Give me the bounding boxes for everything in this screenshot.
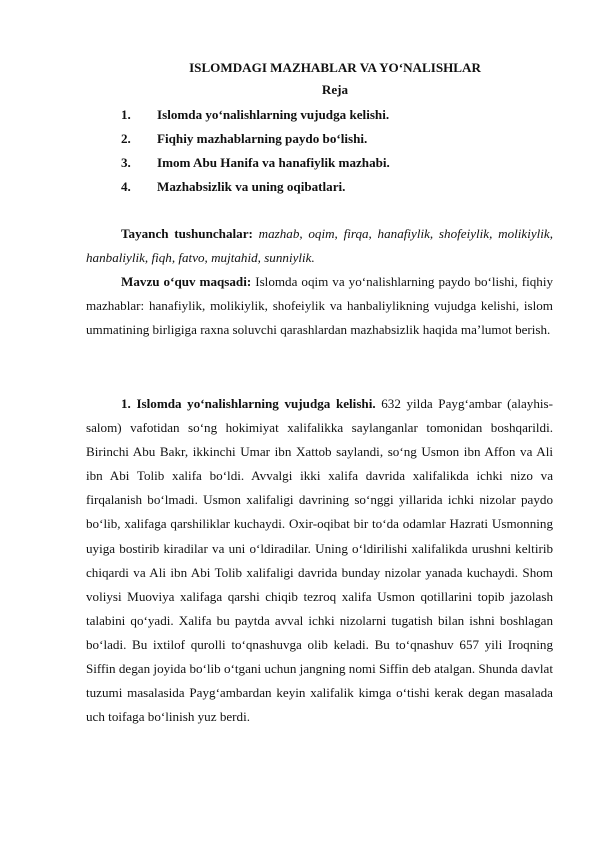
plan-list	[121, 106, 390, 202]
plan-item	[121, 106, 390, 130]
keywords-paragraph	[86, 222, 553, 270]
plan-item-text: Fiqhiy mazhablarning paydo bo‘lishi.	[157, 131, 368, 146]
plan-item-text: Islomda yo‘nalishlarning vujudga kelishi.	[157, 107, 390, 122]
goal-label: Mavzu o‘quv maqsadi:	[121, 274, 252, 289]
plan-heading: Reja	[321, 82, 349, 97]
plan-item-number: 3.	[121, 155, 131, 170]
section1-heading: 1. Islomda yo‘nalishlarning vujudga kelishi.	[121, 396, 376, 411]
plan-item-number: 1.	[121, 107, 131, 122]
plan-item	[121, 178, 390, 202]
plan-item-number: 4.	[121, 179, 131, 194]
plan-item-number: 2.	[121, 131, 131, 146]
document-title: ISLOMDAGI MAZHABLAR VA YO‘NALISHLAR	[189, 60, 481, 75]
keywords-label: Tayanch tushunchalar:	[121, 226, 253, 241]
plan-item-text: Mazhabsizlik va uning oqibatlari.	[157, 179, 346, 194]
plan-item-text: Imom Abu Hanifa va hanafiylik mazhabi.	[157, 155, 390, 170]
plan-item	[121, 154, 390, 178]
goal-paragraph	[86, 270, 553, 342]
plan-item	[121, 130, 390, 154]
goal-text: Islomda oqim va yo‘nalishlarning paydo bo‘lishi, fiqhiy mazhablar: hanafiylik, molikiylik, shofeiylik va hanbaliylikning vujudga kelishi, islom ummatining birligiga raxna soluvchi qarashlardan mazhabsizlik haqida ma’lumot berish.	[86, 274, 553, 338]
section1-paragraph	[86, 392, 553, 729]
keywords-text: mazhab, oqim, firqa, hanafiylik, shofeiylik, molikiylik, hanbaliylik, fiqh, fatvo, mujtahid, sunniylik.	[86, 226, 554, 266]
section1-text: 632 yilda Payg‘ambar (alayhis-salom) vafotidan so‘ng hokimiyat xalifalikka saylanganlar tomonidan boshqarildi. Birinchi Abu Bakr, ikkinchi Umar ibn Xattob saylandi, so‘ng Usmon ibn Affon va Ali ibn Abi Tolib xalifa bo‘ldi. Avvalgi ikki xalifa davrida xalifalikda ichki nizo va firqalanish bo‘lmadi. Usmon xalifaligi davrining so‘nggi yillarida ichki nizolar paydo bo‘lib, xalifaga qarshiliklar kuchaydi. Oxir-oqibat bir to‘da odamlar Hazrati Usmonning uyiga bostirib kiradilar va uni o‘ldiradilar. Uning o‘ldirilishi xalifalikda urushni keltirib chiqardi va Ali ibn Abi Tolib xalifaligi davrida bunday nizolar yanada kuchaydi. Shom voliysi Muoviya xalifaga qarshi chiqib tezroq xalifa Usmon qotillarini topib jazolash talabini qo‘yadi. Xalifa bu paytda avval ichki nizolarni tugatish bilan ishni boshlagan bo‘ladi. Bu ixtilof qurolli to‘qnashuvga olib keladi. Bu to‘qnashuv 657 yili Iroqning Siffin degan joyida bo‘lib o‘tgani uchun jangning nomi Siffin deb atalgan. Shunda davlat tuzumi masalasida Payg‘ambardan keyin xalifalik kimga o‘tishi kerak degan masalada uch toifaga bo‘linish yuz berdi.	[86, 396, 553, 725]
